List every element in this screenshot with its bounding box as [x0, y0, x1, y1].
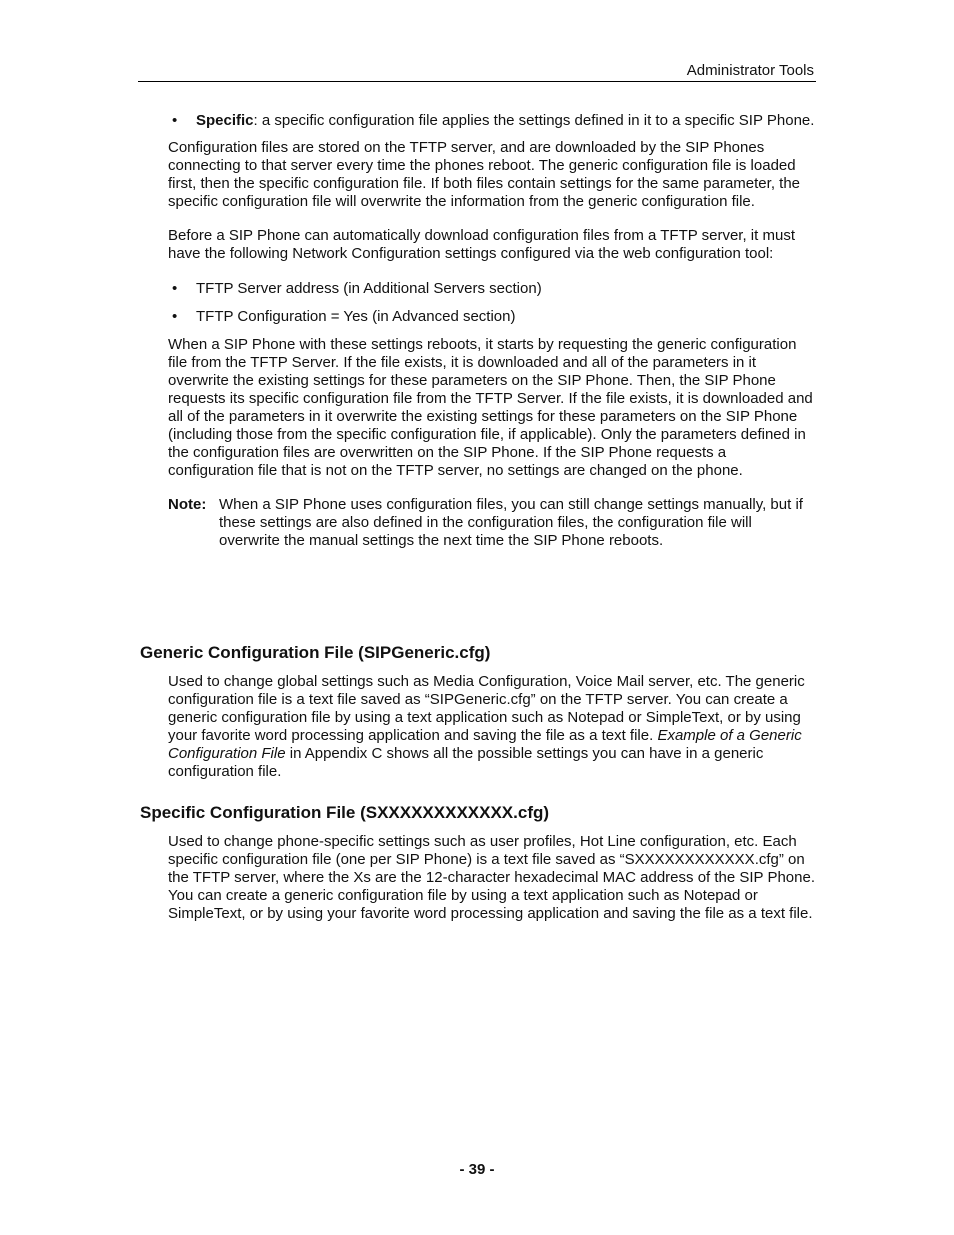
- bullet-text: TFTP Server address (in Additional Servers section): [196, 280, 542, 297]
- heading-specific-configuration: Specific Configuration File (SXXXXXXXXXXXX.cfg): [140, 803, 550, 822]
- body-upper: [168, 112, 816, 550]
- page-number: - 39 -: [459, 1161, 495, 1178]
- paragraph-storage: Configuration files are stored on the TFTP server, and are downloaded by the SIP Phones connecting to that server every time the phones reboot. The generic configuration file is loaded first, then the specific configuration file. If both files contain settings for the same parameter, the specific configuration file will overwrite the information from the generic configuration file.: [168, 139, 800, 210]
- paragraph-prerequisites: Before a SIP Phone can automatically download configuration files from a TFTP server, it must have the following Network Configuration settings configured via the web configuration tool:: [168, 227, 795, 262]
- bullet-text: : a specific configuration file applies the settings defined in it to a specific SIP Phone.: [253, 112, 815, 129]
- specific-section-body: [168, 833, 816, 923]
- generic-text: Used to change global settings such as Media Configuration, Voice Mail server, etc. The generic configuration file is a text file saved as “SIPGeneric.cfg” on the TFTP server. You can create a generic configuration file by using a text application such as Notepad or SimpleText, or by using your favorite word processing application and saving the file as a text file.: [168, 673, 805, 744]
- bullet-term: Specific: [196, 112, 254, 129]
- bullet-tftp-server: [168, 280, 816, 298]
- header-rule: [138, 81, 816, 82]
- paragraph-generic: [168, 673, 816, 781]
- bullet-dot-icon: •: [172, 308, 178, 325]
- bullet-specific: [168, 112, 816, 130]
- page-header-title: Administrator Tools: [686, 62, 814, 79]
- generic-appendix-reference: Example of a Generic Configuration File: [168, 727, 802, 762]
- generic-text-continued: in Appendix C shows all the possible settings you can have in a generic configuration file.: [168, 745, 764, 780]
- bullet-dot-icon: •: [172, 280, 178, 297]
- note-label: Note:: [168, 496, 207, 513]
- heading-generic-configuration: Generic Configuration File (SIPGeneric.cfg): [140, 643, 491, 662]
- generic-section-body: [168, 673, 816, 781]
- note-text: When a SIP Phone uses configuration files, you can still change settings manually, but if these settings are also defined in the configuration files, the configuration file will overwrite the manual settings the next time the SIP Phone reboots.: [219, 496, 803, 549]
- bullet-tftp-configuration: [168, 308, 816, 326]
- note-block: [168, 496, 816, 550]
- bullet-dot-icon: •: [172, 112, 178, 129]
- paragraph-specific: Used to change phone-specific settings such as user profiles, Hot Line configuration, etc. Each specific configuration file (one per SIP Phone) is a text file saved as “SXXXXXXXXXXXX.cfg” on the TFTP server, where the Xs are the 12-character hexadecimal MAC address of the SIP Phone. You can create a generic configuration file by using a text application such as Notepad or SimpleText, or by using your favorite word processing application and saving the file as a text file.: [168, 833, 815, 922]
- paragraph-reboot-process: When a SIP Phone with these settings reboots, it starts by requesting the generic configuration file from the TFTP Server. If the file exists, it is downloaded and all of the parameters in it overwrite the existing settings for these parameters on the SIP Phone. Then, the SIP Phone requests its specific configuration file from the TFTP Server. If the file exists, it is downloaded and all of the parameters in it overwrite the existing settings for these parameters on the SIP Phone (including those from the specific configuration file, if applicable). Only the parameters defined in the configuration files are overwritten on the SIP Phone. If the SIP Phone requests a configuration file that is not on the TFTP server, no settings are changed on the phone.: [168, 336, 813, 479]
- bullet-text: TFTP Configuration = Yes (in Advanced section): [196, 308, 516, 325]
